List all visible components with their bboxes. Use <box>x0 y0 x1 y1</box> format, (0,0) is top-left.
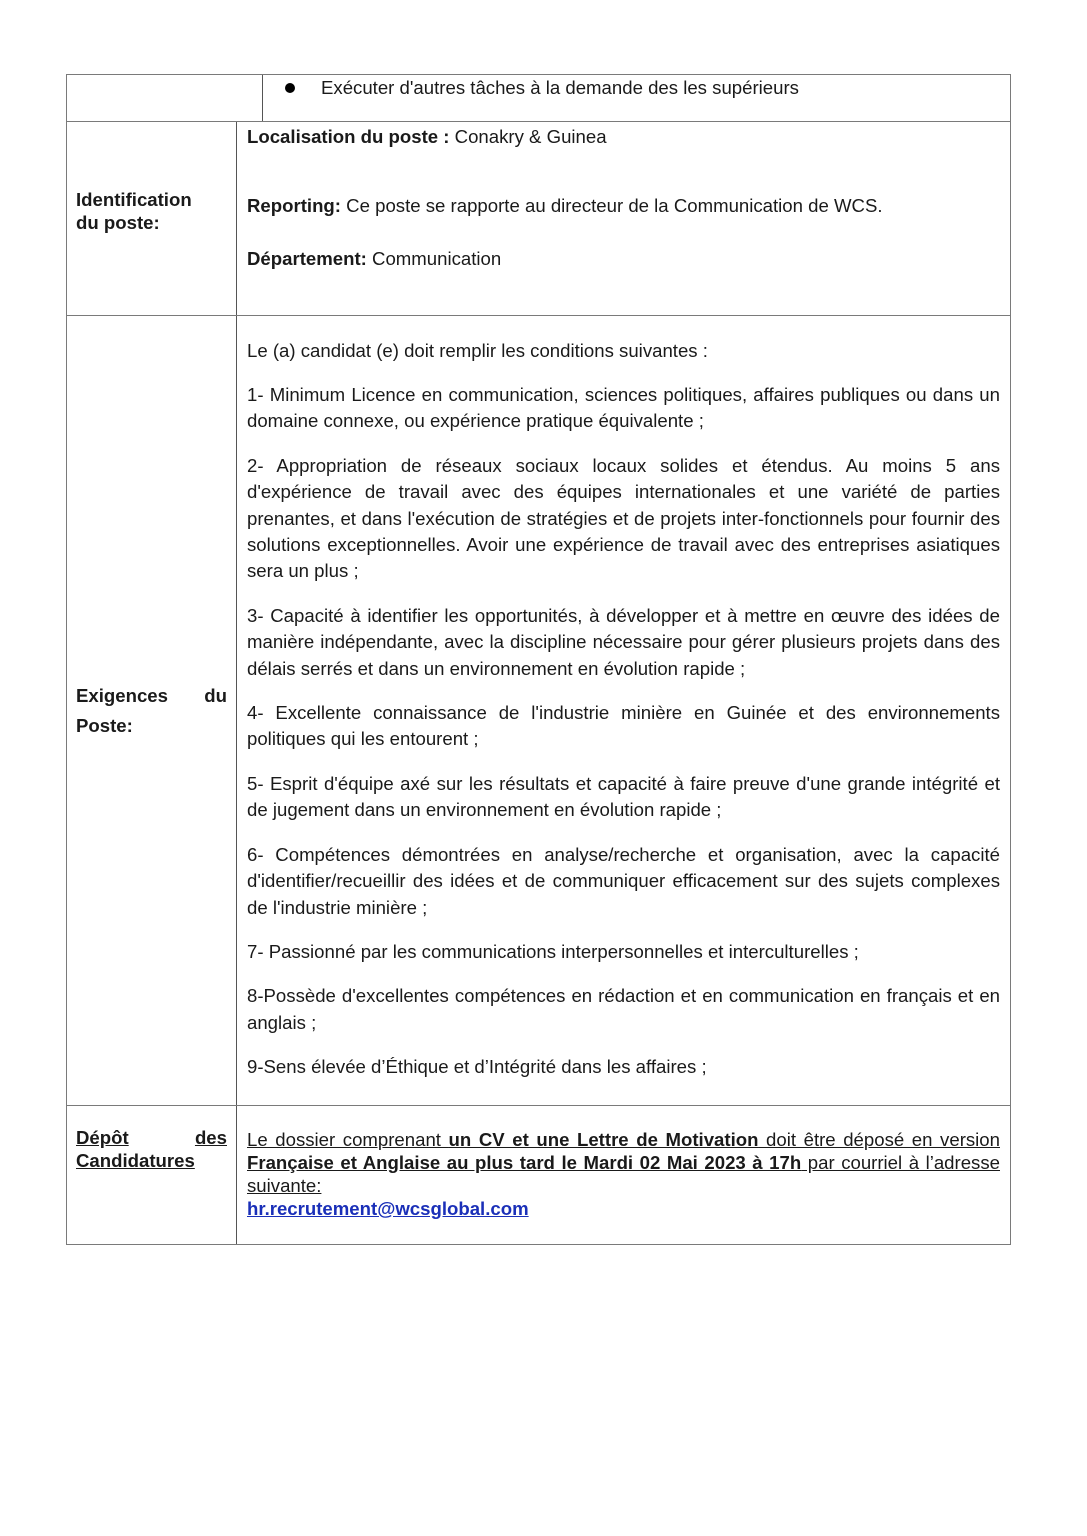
reporting-value: Ce poste se rapporte au directeur de la Communication de WCS. <box>341 195 883 216</box>
requirements-label <box>76 681 227 741</box>
requirements-label-word2: du <box>204 684 227 706</box>
email-line <box>247 1197 1000 1220</box>
submission-instructions <box>247 1128 1000 1197</box>
table-row-tasks-continuation <box>67 75 1010 121</box>
requirement-item: 8-Possède d'excellentes compétences en rédaction et en communication en français et en anglais ; <box>247 985 1000 1033</box>
empty-label-cell <box>67 75 263 121</box>
identification-content-cell <box>237 122 1010 315</box>
submission-label-word1: Dépôt <box>76 1127 129 1148</box>
job-details-table <box>66 74 1011 1245</box>
requirements-label-line1 <box>76 681 227 711</box>
submission-text-part2: doit être déposé en version <box>758 1129 1000 1150</box>
department-line <box>247 248 501 270</box>
requirements-label-cell <box>67 316 237 1105</box>
identification-label <box>76 188 192 234</box>
requirement-item: 4- Excellente connaissance de l'industrie minière en Guinée et des environnements politiques qui les entourent ; <box>247 702 1000 750</box>
submission-deadline: Française et Anglaise au plus tard le Mardi 02 Mai 2023 à 17h <box>247 1152 802 1173</box>
requirement-item: 1- Minimum Licence en communication, sciences politiques, affaires publiques ou dans un domaine connexe, ou expérience pratique équivalente ; <box>247 384 1000 432</box>
location-line <box>247 126 607 148</box>
requirement-item: 3- Capacité à identifier les opportunités, à développer et à mettre en œuvre des idées de manière indépendante, avec la discipline nécessaire pour gérer plusieurs projets dans des délais serrés et dans un environnement en évolution rapide ; <box>247 604 1000 679</box>
submission-label-cell <box>67 1106 237 1244</box>
identification-label-line1: Identification <box>76 188 192 210</box>
tasks-cell <box>263 75 1010 121</box>
requirements-label-word1: Exigences <box>76 684 168 706</box>
requirement-item: 9-Sens élevée d’Éthique et d’Intégrité dans les affaires ; <box>247 1056 707 1078</box>
table-row-identification <box>67 121 1010 315</box>
requirement-item: 2- Appropriation de réseaux sociaux locaux solides et étendus. Au moins 5 ans d'expérience de travail avec des équipes internationales et une variété de parties prenantes, et dans l'exécution de stratégies et de projets inter-fonctionnels pour fournir des solutions exceptionnelles. Avoir une expérience de travail avec des entreprises asiatiques sera un plus ; <box>247 454 1000 582</box>
table-row-requirements <box>67 315 1010 1105</box>
reporting-line <box>247 195 883 217</box>
bullet-icon <box>285 83 295 93</box>
submission-required-documents: un CV et une Lettre de Motivation <box>448 1129 759 1150</box>
submission-text-part3: par courriel à l’adresse suivante: <box>247 1152 1000 1196</box>
identification-label-line2: du poste: <box>76 211 160 233</box>
requirement-item: 5- Esprit d'équipe axé sur les résultats et capacité à faire preuve d'une grande intégrité et de jugement dans un environnement en évolution rapide ; <box>247 772 1000 821</box>
submission-label <box>76 1126 227 1172</box>
department-label: Département: <box>247 248 367 269</box>
table-row-submission <box>67 1105 1010 1244</box>
requirements-content-cell <box>237 316 1010 1105</box>
location-label: Localisation du poste : <box>247 126 450 147</box>
requirements-intro: Le (a) candidat (e) doit remplir les conditions suivantes : <box>247 340 708 361</box>
email-link[interactable]: hr.recrutement@wcsglobal.com <box>247 1198 529 1219</box>
submission-label-word2: des <box>194 1127 227 1148</box>
reporting-label: Reporting: <box>247 195 341 216</box>
department-value: Communication <box>366 248 502 269</box>
submission-text-part1: Le dossier comprenant <box>247 1129 449 1150</box>
task-bullet-text: Exécuter d'autres tâches à la demande des les supérieurs <box>321 77 799 98</box>
submission-content-cell <box>237 1106 1010 1244</box>
location-value: Conakry & Guinea <box>449 126 607 147</box>
submission-label-line2: Candidatures <box>76 1150 195 1171</box>
requirement-item: 6- Compétences démontrées en analyse/recherche et organisation, avec la capacité d'identifier/recueillir des idées et de communiquer efficacement sur des sujets complexes de l'industrie minière ; <box>247 843 1000 918</box>
requirements-label-line2: Poste: <box>76 714 133 736</box>
requirement-item: 7- Passionné par les communications interpersonnelles et interculturelles ; <box>247 940 859 962</box>
submission-label-line1 <box>76 1126 227 1149</box>
identification-label-cell <box>67 122 237 315</box>
